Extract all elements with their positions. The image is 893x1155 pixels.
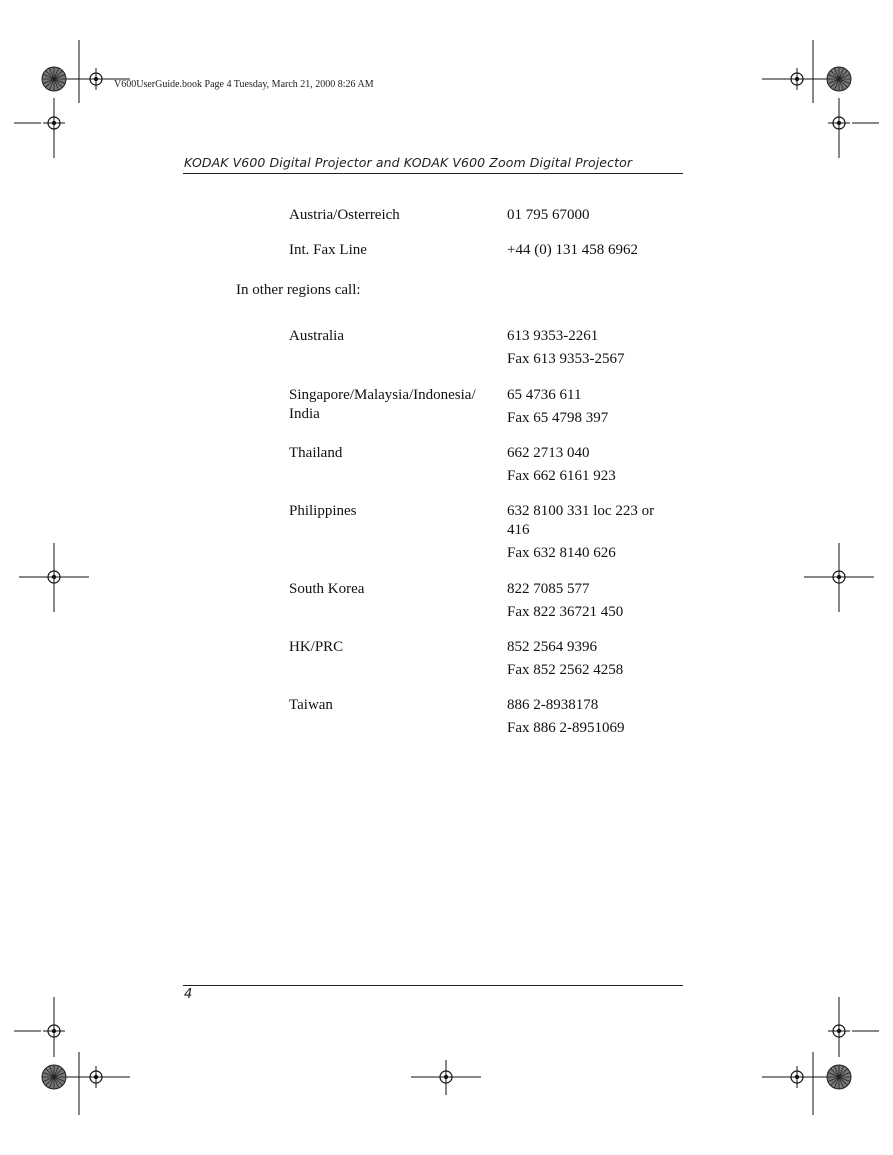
print-slug: V600UserGuide.book Page 4 Tuesday, March 21, 2000 8:26 AM bbox=[114, 79, 374, 90]
region-label: Int. Fax Line bbox=[289, 242, 367, 258]
phone-value: 886 2-8938178 bbox=[507, 697, 599, 713]
phone-value: 01 795 67000 bbox=[507, 207, 590, 223]
running-head: KODAK V600 Digital Projector and KODAK V600 Zoom Digital Projector bbox=[184, 155, 633, 170]
region-label: Thailand bbox=[289, 445, 343, 461]
region-label: HK/PRC bbox=[289, 639, 344, 655]
page-number: 4 bbox=[184, 987, 193, 1002]
section-intro: In other regions call: bbox=[236, 282, 361, 298]
fax-value: Fax 613 9353-2567 bbox=[507, 351, 625, 367]
fax-value: Fax 662 6161 923 bbox=[507, 468, 616, 484]
region-label: Philippines bbox=[289, 503, 357, 519]
fax-value: Fax 632 8140 626 bbox=[507, 545, 616, 561]
region-label: South Korea bbox=[289, 581, 365, 597]
region-label: Austria/Osterreich bbox=[289, 207, 400, 223]
phone-value: 822 7085 577 bbox=[507, 581, 590, 597]
region-label: Singapore/Malaysia/Indonesia/ India bbox=[289, 387, 476, 422]
fax-value: Fax 822 36721 450 bbox=[507, 604, 624, 620]
header-rule bbox=[183, 173, 683, 174]
phone-value: 852 2564 9396 bbox=[507, 639, 597, 655]
fax-value: +44 (0) 131 458 6962 bbox=[507, 242, 638, 258]
region-label: Taiwan bbox=[289, 697, 333, 713]
region-label: Australia bbox=[289, 328, 344, 344]
fax-value: Fax 65 4798 397 bbox=[507, 410, 609, 426]
fax-value: Fax 886 2-8951069 bbox=[507, 720, 625, 736]
fax-value: Fax 852 2562 4258 bbox=[507, 662, 624, 678]
phone-value: 662 2713 040 bbox=[507, 445, 590, 461]
phone-value: 632 8100 331 loc 223 or 416 bbox=[507, 503, 655, 538]
phone-value: 613 9353-2261 bbox=[507, 328, 599, 344]
phone-value: 65 4736 611 bbox=[507, 387, 582, 403]
footer-rule bbox=[183, 985, 683, 986]
